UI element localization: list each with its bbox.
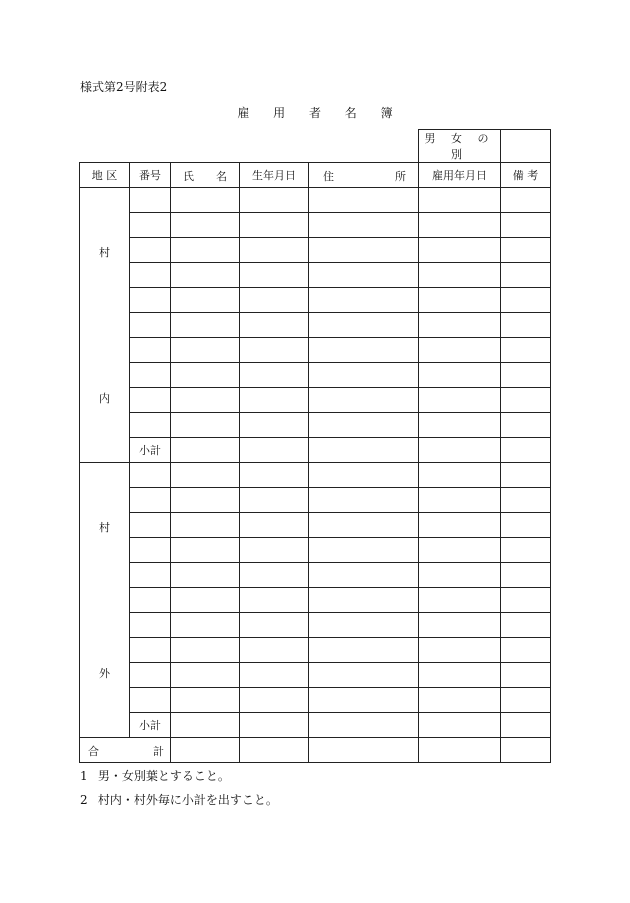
number-cell[interactable] xyxy=(130,313,171,338)
table-row xyxy=(80,188,551,213)
birthdate-cell[interactable] xyxy=(240,738,309,763)
total-label xyxy=(80,738,171,763)
col-name-first-char: 氏 xyxy=(183,170,194,183)
number-cell[interactable] xyxy=(130,688,171,713)
district-label-top: 村 xyxy=(99,521,110,534)
hire-date-cell[interactable] xyxy=(419,713,501,738)
birthdate-cell[interactable] xyxy=(240,638,309,663)
note-2 xyxy=(80,791,278,808)
remarks-cell[interactable] xyxy=(501,463,551,488)
remarks-cell[interactable] xyxy=(501,338,551,363)
name-cell[interactable] xyxy=(171,213,240,238)
remarks-cell[interactable] xyxy=(501,538,551,563)
birthdate-cell[interactable] xyxy=(240,488,309,513)
gender-input-cell[interactable] xyxy=(501,130,551,163)
number-cell[interactable] xyxy=(130,463,171,488)
remarks-cell[interactable] xyxy=(501,488,551,513)
table-row xyxy=(80,413,551,438)
hire-date-cell[interactable] xyxy=(419,663,501,688)
total-row xyxy=(80,738,551,763)
remarks-cell[interactable] xyxy=(501,688,551,713)
address-cell[interactable] xyxy=(309,213,419,238)
birthdate-cell[interactable] xyxy=(240,588,309,613)
name-cell[interactable] xyxy=(171,613,240,638)
remarks-cell[interactable] xyxy=(501,438,551,463)
table-row xyxy=(80,513,551,538)
hire-date-cell[interactable] xyxy=(419,688,501,713)
table-row xyxy=(80,488,551,513)
hire-date-cell[interactable] xyxy=(419,613,501,638)
name-cell[interactable] xyxy=(171,263,240,288)
birthdate-cell[interactable] xyxy=(240,238,309,263)
address-cell[interactable] xyxy=(309,638,419,663)
address-cell[interactable] xyxy=(309,438,419,463)
name-cell[interactable] xyxy=(171,488,240,513)
name-cell[interactable] xyxy=(171,188,240,213)
hire-date-cell[interactable] xyxy=(419,488,501,513)
col-number: 番号 xyxy=(130,163,171,188)
address-cell[interactable] xyxy=(309,588,419,613)
number-cell[interactable] xyxy=(130,638,171,663)
employee-register-table xyxy=(79,129,551,763)
hire-date-cell[interactable] xyxy=(419,238,501,263)
table-row xyxy=(80,613,551,638)
hire-date-cell[interactable] xyxy=(419,338,501,363)
birthdate-cell[interactable] xyxy=(240,213,309,238)
name-cell[interactable] xyxy=(171,388,240,413)
address-cell[interactable] xyxy=(309,463,419,488)
note-1-text: 男・女別葉とすること。 xyxy=(97,769,230,783)
address-cell[interactable] xyxy=(309,238,419,263)
name-cell[interactable] xyxy=(171,513,240,538)
total-label-first-char: 合 xyxy=(88,745,99,758)
hire-date-cell[interactable] xyxy=(419,463,501,488)
remarks-cell[interactable] xyxy=(501,288,551,313)
subtotal-label: 小計 xyxy=(130,713,171,738)
birthdate-cell[interactable] xyxy=(240,363,309,388)
hire-date-cell[interactable] xyxy=(419,263,501,288)
remarks-cell[interactable] xyxy=(501,188,551,213)
birthdate-cell[interactable] xyxy=(240,288,309,313)
name-cell[interactable] xyxy=(171,438,240,463)
number-cell[interactable] xyxy=(130,588,171,613)
table-row xyxy=(80,713,551,738)
table-row xyxy=(80,438,551,463)
remarks-cell[interactable] xyxy=(501,263,551,288)
col-address-first-char: 住 xyxy=(323,170,334,183)
number-cell[interactable] xyxy=(130,488,171,513)
form-id: 様式第2号附表2 xyxy=(80,80,168,94)
remarks-cell[interactable] xyxy=(501,513,551,538)
remarks-cell[interactable] xyxy=(501,613,551,638)
name-cell[interactable] xyxy=(171,688,240,713)
hire-date-cell[interactable] xyxy=(419,188,501,213)
table-row xyxy=(80,313,551,338)
address-cell[interactable] xyxy=(309,563,419,588)
table-row xyxy=(80,238,551,263)
district-cell xyxy=(80,188,130,463)
remarks-cell[interactable] xyxy=(501,213,551,238)
name-cell[interactable] xyxy=(171,588,240,613)
name-cell[interactable] xyxy=(171,563,240,588)
remarks-cell[interactable] xyxy=(501,713,551,738)
hire-date-cell[interactable] xyxy=(419,363,501,388)
name-cell[interactable] xyxy=(171,413,240,438)
hire-date-cell[interactable] xyxy=(419,413,501,438)
number-cell[interactable] xyxy=(130,338,171,363)
table-row xyxy=(80,388,551,413)
birthdate-cell[interactable] xyxy=(240,463,309,488)
remarks-cell[interactable] xyxy=(501,663,551,688)
birthdate-cell[interactable] xyxy=(240,338,309,363)
table-row xyxy=(80,563,551,588)
hire-date-cell[interactable] xyxy=(419,588,501,613)
remarks-cell[interactable] xyxy=(501,638,551,663)
district-cell xyxy=(80,463,130,738)
name-cell[interactable] xyxy=(171,638,240,663)
address-cell[interactable] xyxy=(309,688,419,713)
hire-date-cell[interactable] xyxy=(419,438,501,463)
number-cell[interactable] xyxy=(130,388,171,413)
number-cell[interactable] xyxy=(130,213,171,238)
table-row xyxy=(80,363,551,388)
hire-date-cell[interactable] xyxy=(419,638,501,663)
note-1-number: 1 xyxy=(80,769,88,783)
address-cell[interactable] xyxy=(309,388,419,413)
remarks-cell[interactable] xyxy=(501,413,551,438)
table-row xyxy=(80,263,551,288)
remarks-cell[interactable] xyxy=(501,563,551,588)
number-cell[interactable] xyxy=(130,613,171,638)
address-cell[interactable] xyxy=(309,488,419,513)
col-address xyxy=(309,163,419,188)
birthdate-cell[interactable] xyxy=(240,313,309,338)
gender-row xyxy=(80,130,551,163)
name-cell[interactable] xyxy=(171,313,240,338)
address-cell[interactable] xyxy=(309,513,419,538)
number-cell[interactable] xyxy=(130,238,171,263)
total-label-second-char: 計 xyxy=(153,745,164,758)
birthdate-cell[interactable] xyxy=(240,513,309,538)
number-cell[interactable] xyxy=(130,263,171,288)
name-cell[interactable] xyxy=(171,238,240,263)
address-cell[interactable] xyxy=(309,663,419,688)
address-cell[interactable] xyxy=(309,188,419,213)
header-row xyxy=(80,163,551,188)
address-cell[interactable] xyxy=(309,338,419,363)
table-row xyxy=(80,463,551,488)
gender-label: 男 女 の 別 xyxy=(419,130,501,163)
remarks-cell[interactable] xyxy=(501,238,551,263)
hire-date-cell[interactable] xyxy=(419,313,501,338)
col-hire-date: 雇用年月日 xyxy=(419,163,501,188)
remarks-cell[interactable] xyxy=(501,388,551,413)
hire-date-cell[interactable] xyxy=(419,288,501,313)
address-cell[interactable] xyxy=(309,263,419,288)
address-cell[interactable] xyxy=(309,738,419,763)
hire-date-cell[interactable] xyxy=(419,513,501,538)
col-district: 地 区 xyxy=(80,163,130,188)
birthdate-cell[interactable] xyxy=(240,613,309,638)
note-2-number: 2 xyxy=(80,793,88,807)
remarks-cell[interactable] xyxy=(501,738,551,763)
address-cell[interactable] xyxy=(309,713,419,738)
hire-date-cell[interactable] xyxy=(419,538,501,563)
name-cell[interactable] xyxy=(171,288,240,313)
subtotal-label: 小計 xyxy=(130,438,171,463)
number-cell[interactable] xyxy=(130,363,171,388)
col-name-second-char: 名 xyxy=(216,170,227,183)
name-cell[interactable] xyxy=(171,363,240,388)
number-cell[interactable] xyxy=(130,563,171,588)
birthdate-cell[interactable] xyxy=(240,563,309,588)
number-cell[interactable] xyxy=(130,188,171,213)
col-remarks: 備 考 xyxy=(501,163,551,188)
hire-date-cell[interactable] xyxy=(419,388,501,413)
hire-date-cell[interactable] xyxy=(419,213,501,238)
hire-date-cell[interactable] xyxy=(419,738,501,763)
birthdate-cell[interactable] xyxy=(240,688,309,713)
remarks-cell[interactable] xyxy=(501,313,551,338)
address-cell[interactable] xyxy=(309,538,419,563)
birthdate-cell[interactable] xyxy=(240,713,309,738)
address-cell[interactable] xyxy=(309,288,419,313)
district-label-top: 村 xyxy=(99,246,110,259)
birthdate-cell[interactable] xyxy=(240,663,309,688)
note-1 xyxy=(80,767,230,784)
table-row xyxy=(80,588,551,613)
remarks-cell[interactable] xyxy=(501,588,551,613)
number-cell[interactable] xyxy=(130,413,171,438)
district-label-bottom: 内 xyxy=(99,392,110,405)
number-cell[interactable] xyxy=(130,663,171,688)
address-cell[interactable] xyxy=(309,313,419,338)
birthdate-cell[interactable] xyxy=(240,263,309,288)
name-cell[interactable] xyxy=(171,713,240,738)
table-row xyxy=(80,663,551,688)
table-row xyxy=(80,213,551,238)
table-row xyxy=(80,288,551,313)
birthdate-cell[interactable] xyxy=(240,388,309,413)
birthdate-cell[interactable] xyxy=(240,188,309,213)
address-cell[interactable] xyxy=(309,413,419,438)
district-label-bottom: 外 xyxy=(99,667,110,680)
address-cell[interactable] xyxy=(309,363,419,388)
table-row xyxy=(80,688,551,713)
number-cell[interactable] xyxy=(130,538,171,563)
hire-date-cell[interactable] xyxy=(419,563,501,588)
remarks-cell[interactable] xyxy=(501,363,551,388)
name-cell[interactable] xyxy=(171,338,240,363)
col-address-second-char: 所 xyxy=(395,170,406,183)
name-cell[interactable] xyxy=(171,463,240,488)
page-title: 雇 用 者 名 簿 xyxy=(237,106,403,120)
table-row xyxy=(80,638,551,663)
col-birthdate: 生年月日 xyxy=(240,163,309,188)
number-cell[interactable] xyxy=(130,513,171,538)
note-2-text: 村内・村外毎に小計を出すこと。 xyxy=(97,793,278,807)
address-cell[interactable] xyxy=(309,613,419,638)
birthdate-cell[interactable] xyxy=(240,538,309,563)
col-name xyxy=(171,163,240,188)
birthdate-cell[interactable] xyxy=(240,438,309,463)
name-cell[interactable] xyxy=(171,663,240,688)
table-row xyxy=(80,538,551,563)
birthdate-cell[interactable] xyxy=(240,413,309,438)
table-row xyxy=(80,338,551,363)
name-cell[interactable] xyxy=(171,738,240,763)
number-cell[interactable] xyxy=(130,288,171,313)
name-cell[interactable] xyxy=(171,538,240,563)
